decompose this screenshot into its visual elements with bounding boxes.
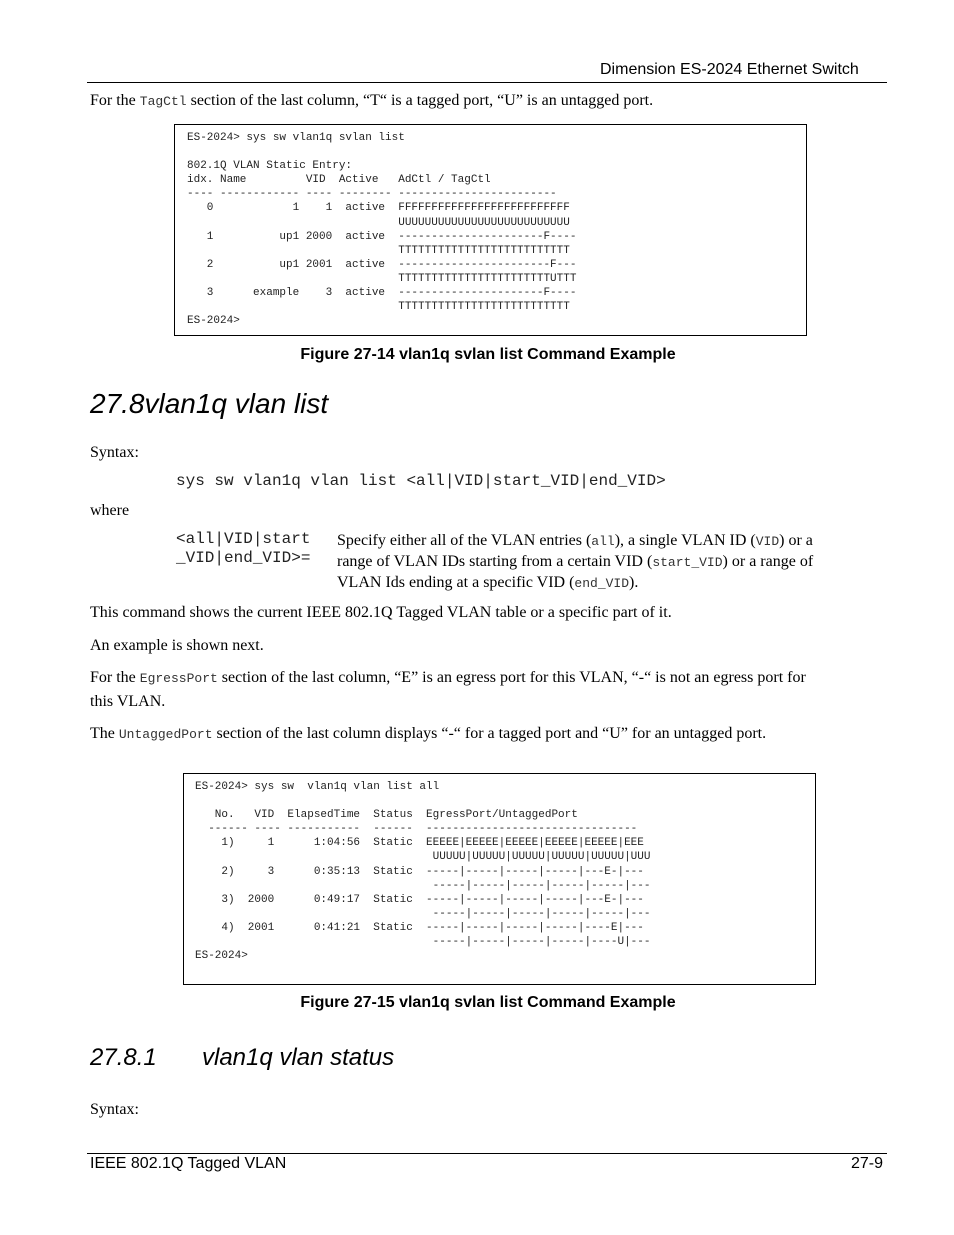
code-all: all [591, 534, 615, 549]
figure-27-15-code-line: 4) 2001 0:41:21 Static -----|-----|-----|-----|----E|--- [195, 921, 644, 934]
paragraph-egress-line-1: For the EgressPort section of the last column, “E” is an egress port for this VLAN, “-“ is not an egress port for [90, 669, 806, 686]
code-untaggedport: UntaggedPort [118, 727, 213, 742]
paragraph-shows: This command shows the current IEEE 802.1Q Tagged VLAN table or a specific part of it. [90, 604, 672, 621]
syntax-command: sys sw vlan1q vlan list <all|VID|start_VID|end_VID> [176, 472, 666, 490]
footer-page-number: 27-9 [850, 1155, 883, 1172]
figure-27-15-code-line: -----|-----|-----|-----|-----|--- [195, 879, 651, 892]
figure-27-15-code [184, 774, 815, 963]
figure-27-14-code-line: idx. Name VID Active AdCtl / TagCtl [187, 174, 491, 187]
running-header: Dimension ES-2024 Ethernet Switch [600, 61, 859, 78]
code-egressport: EgressPort [139, 671, 218, 686]
figure-27-15-code-line: 3) 2000 0:49:17 Static -----|-----|-----|-----|---E-|--- [195, 893, 644, 906]
figure-27-14-code-line: 3 example 3 active ----------------------F---- [187, 287, 577, 300]
intro-paragraph [90, 89, 653, 114]
intro-code-tagctl: TagCtl [139, 94, 187, 109]
figure-27-14-code-line: TTTTTTTTTTTTTTTTTTTTTTTTTT [187, 244, 570, 257]
code-start-vid: start_VID [652, 555, 723, 570]
figure-27-15-code-line: No. VID ElapsedTime Status EgressPort/UntaggedPort [195, 809, 578, 822]
figure-27-14-code-line: ES-2024> sys sw vlan1q svlan list [187, 132, 405, 144]
figure-27-15-code-line: -----|-----|-----|-----|----U|--- [195, 936, 651, 949]
paragraph-example: An example is shown next. [90, 637, 264, 654]
figure-27-15-caption: Figure 27-15 vlan1q svlan list Command Example [300, 994, 676, 1011]
syntax-label-2: Syntax: [90, 1101, 139, 1118]
header-rule [87, 82, 887, 83]
figure-27-15-code-line [195, 794, 815, 808]
figure-27-14-caption: Figure 27-14 vlan1q svlan list Command Example [300, 346, 676, 363]
figure-27-14-code-box [174, 124, 807, 336]
figure-27-14-code-line: ES-2024> [187, 315, 240, 328]
definition-text-line-2: range of VLAN IDs starting from a certain VID (start_VID) or a range of [337, 553, 814, 570]
figure-27-14-code [175, 125, 806, 328]
section-heading: 27.8vlan1q vlan list [90, 388, 329, 419]
paragraph-egress-line-2: this VLAN. [90, 693, 166, 710]
syntax-label: Syntax: [90, 444, 139, 461]
figure-27-15-code-line: 2) 3 0:35:13 Static -----|-----|-----|-----|---E-|--- [195, 865, 644, 878]
definition-text-line-3: VLAN Ids ending at a specific VID (end_VID). [337, 574, 639, 591]
figure-27-15-code-line: 1) 1 1:04:56 Static EEEEE|EEEEE|EEEEE|EEEEE|EEEEE|EEE [195, 837, 644, 850]
figure-27-14-code-line: TTTTTTTTTTTTTTTTTTTTTTTTTT [187, 301, 570, 314]
footer-rule [87, 1153, 887, 1154]
figure-27-14-code-line: 2 up1 2001 active -----------------------F--- [187, 258, 577, 271]
figure-27-14-code-line: 0 1 1 active FFFFFFFFFFFFFFFFFFFFFFFFFF [187, 202, 570, 215]
code-vid: VID [755, 534, 780, 549]
definition-text-line-1: Specify either all of the VLAN entries (all), a single VLAN ID (VID) or a [337, 532, 813, 549]
code-end-vid: end_VID [574, 576, 630, 591]
figure-27-15-code-line: ES-2024> [195, 950, 248, 963]
footer-chapter-title: IEEE 802.1Q Tagged VLAN [90, 1155, 287, 1172]
subsection-number: 27.8.1 [90, 1044, 157, 1071]
figure-27-15-code-box [183, 773, 816, 985]
figure-27-14-code-line: 1 up1 2000 active ----------------------F---- [187, 230, 577, 243]
figure-27-15-code-line: ES-2024> sys sw vlan1q vlan list all [195, 781, 440, 793]
figure-27-15-code-line: ------ ---- ----------- ------ -------------------------------- [195, 823, 638, 836]
figure-27-15-code-line: -----|-----|-----|-----|-----|--- [195, 907, 651, 920]
figure-27-14-code-line: TTTTTTTTTTTTTTTTTTTTTTTUTTT [187, 272, 577, 285]
figure-27-14-code-line: ---- ------------ ---- -------- ------------------------ [187, 188, 557, 201]
figure-27-14-code-line: UUUUUUUUUUUUUUUUUUUUUUUUUU [187, 216, 570, 229]
figure-27-15-code-line: UUUUU|UUUUU|UUUUU|UUUUU|UUUUU|UUU [195, 851, 651, 864]
figure-27-14-code-line: 802.1Q VLAN Static Entry: [187, 160, 353, 173]
definition-term: <all|VID|start _VID|end_VID>= [176, 530, 311, 567]
intro-text-after: section of the last column, “T“ is a tagged port, “U” is an untagged port. [186, 92, 654, 109]
where-label: where [90, 502, 130, 519]
paragraph-untagged: The UntaggedPort section of the last column displays “-“ for a tagged port and “U” for an untagged port. [90, 725, 767, 742]
intro-text-before: For the [90, 92, 140, 109]
figure-27-14-code-line [187, 145, 806, 159]
subsection-title: vlan1q vlan status [202, 1044, 395, 1071]
